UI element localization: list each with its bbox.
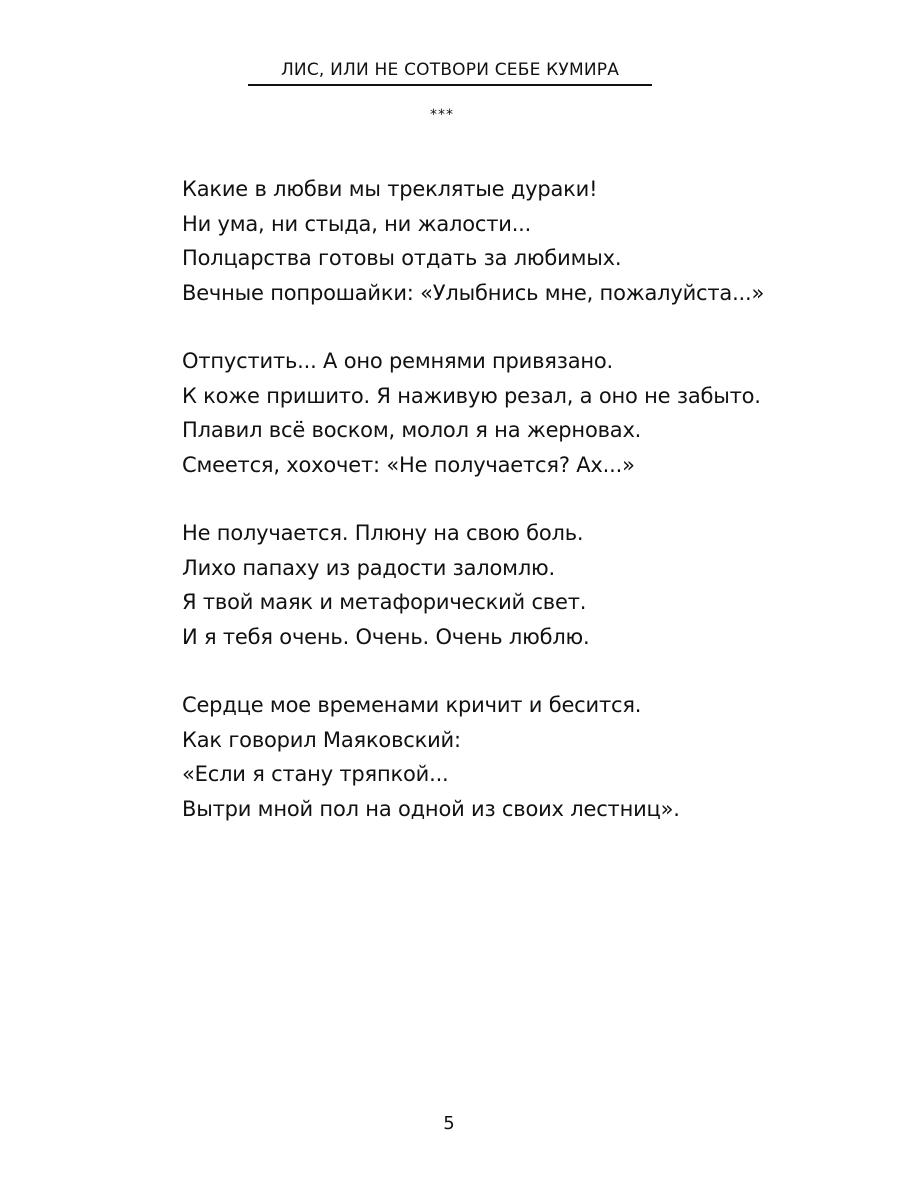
page-number: 5	[443, 1113, 455, 1134]
poem-line: Смеется, хохочет: «Не получается? Ах...»	[182, 452, 635, 477]
poem-line: И я тебя очень. Очень. Очень люблю.	[182, 624, 590, 649]
poem-line: Вытри мной пол на одной из своих лестниц».	[182, 796, 680, 821]
running-header-title: ЛИС, ИЛИ НЕ СОТВОРИ СЕБЕ КУМИРА	[280, 60, 620, 80]
asterism: ***	[430, 107, 454, 123]
stanza-1	[182, 172, 842, 310]
poem-line: Лихо папаху из радости заломлю.	[182, 555, 555, 580]
stanza-2	[182, 344, 842, 482]
poem-line: Вечные попрошайки: «Улыбнись мне, пожалуйста...»	[182, 280, 765, 305]
stanza-3	[182, 516, 842, 654]
poem-line: Плавил всё воском, молол я на жерновах.	[182, 418, 642, 442]
poem-line: «Если я стану тряпкой...	[182, 762, 449, 786]
poem-line: Не получается. Плюну на свою боль.	[182, 521, 584, 545]
poem-line: Сердце мое временами кричит и бесится.	[182, 693, 642, 717]
poem-line: Как говорил Маяковский:	[182, 727, 461, 752]
header-rule	[248, 84, 652, 86]
poem-line: Отпустить... А оно ремнями привязано.	[182, 349, 614, 373]
poem-line: Я твой маяк и метафорический свет.	[182, 590, 587, 614]
poem-line: К коже пришито. Я наживую резал, а оно не забыто.	[182, 383, 761, 408]
poem	[182, 172, 842, 826]
stanza-4	[182, 688, 842, 826]
poem-line: Полцарства готовы отдать за любимых.	[182, 246, 622, 270]
poem-line: Ни ума, ни стыда, ни жалости...	[182, 211, 532, 236]
poem-line: Какие в любви мы треклятые дураки!	[182, 177, 598, 201]
